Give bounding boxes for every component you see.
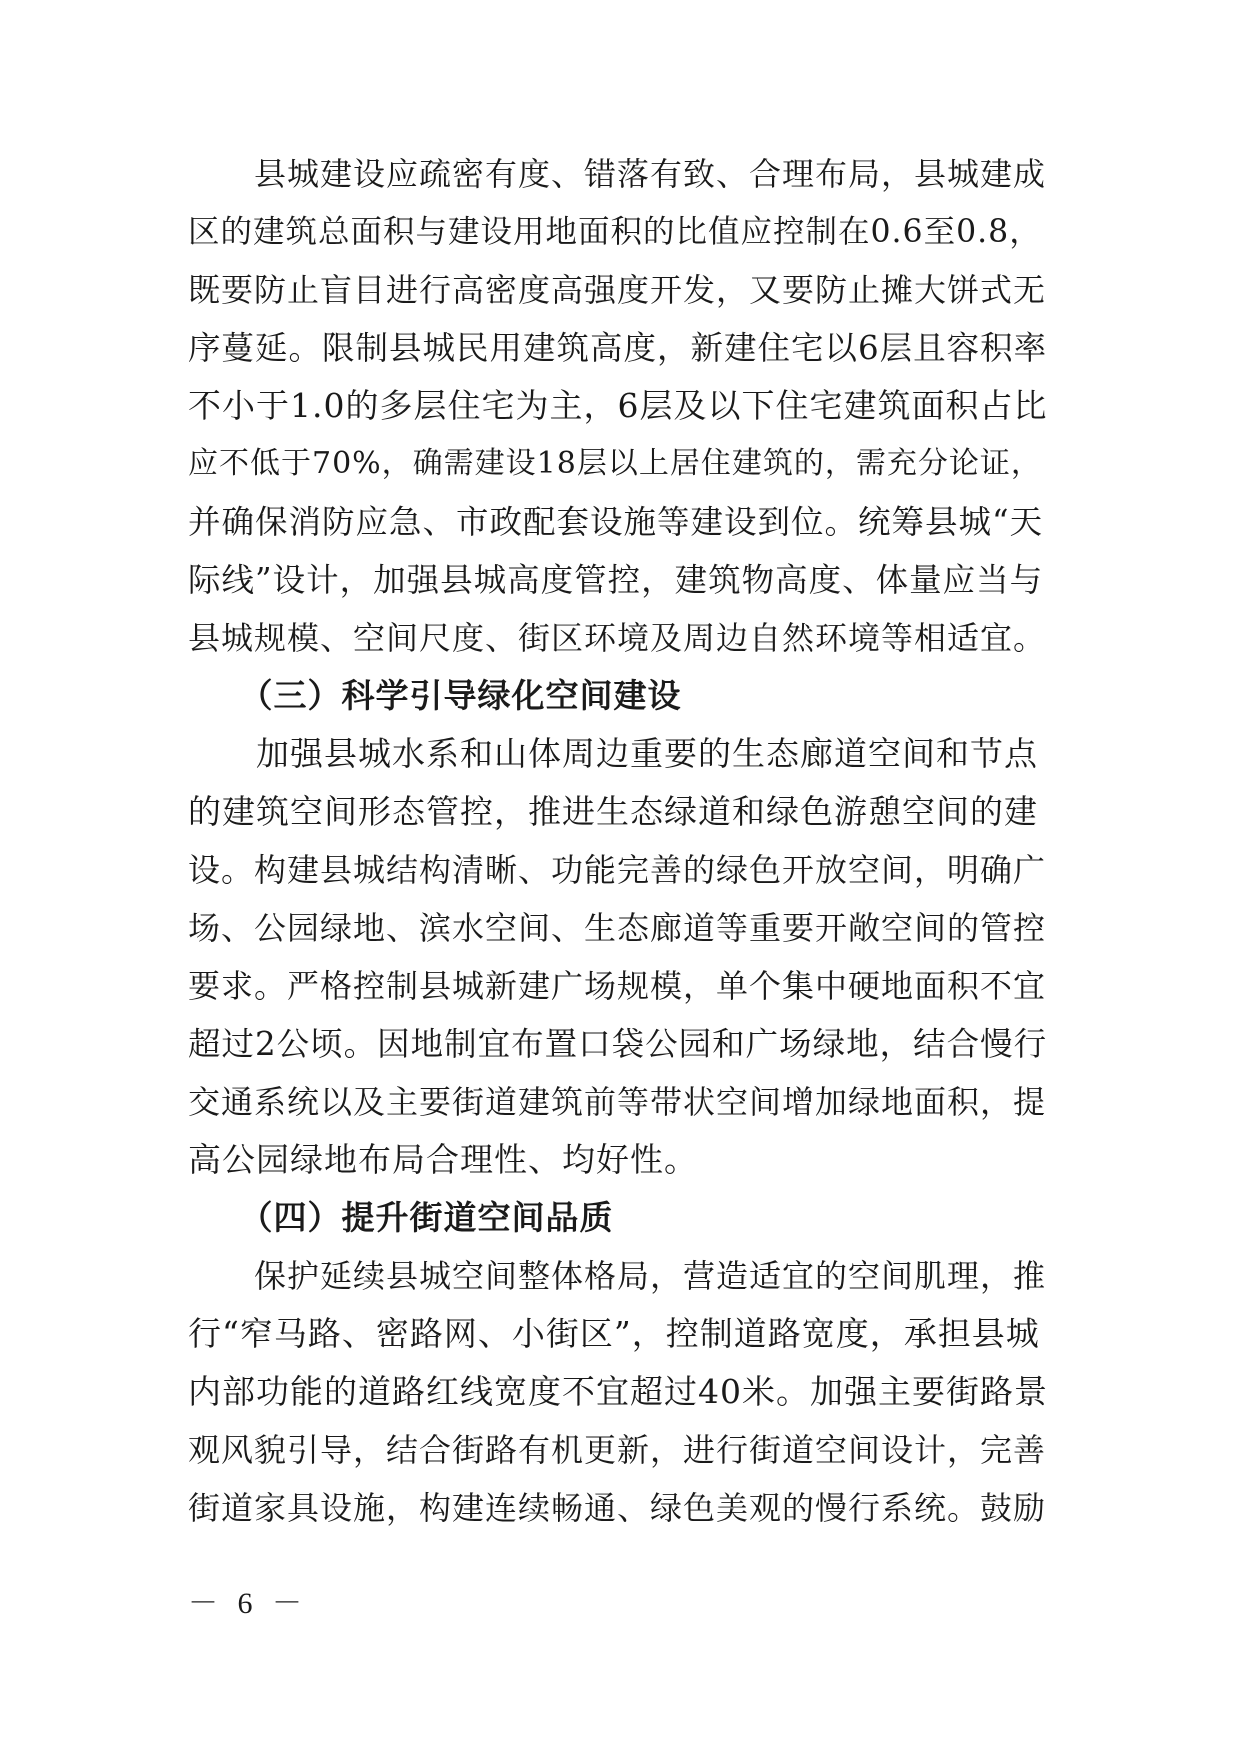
paragraph-line: 超过2公顷。因地制宜布置口袋公园和广场绿地，结合慢行 (188, 1025, 1048, 1063)
paragraph-line: 序蔓延。限制县城民用建筑高度，新建住宅以6层且容积率 (188, 329, 1048, 367)
paragraph-line: 设。构建县城结构清晰、功能完善的绿色开放空间，明确广 (188, 851, 1047, 889)
paragraph-line: 既要防止盲目进行高密度高强度开发，又要防止摊大饼式无 (188, 271, 1047, 309)
paragraph-line: 的建筑空间形态管控，推进生态绿道和绿色游憩空间的建 (188, 792, 1038, 831)
paragraph-line: 保护延续县城空间整体格局，营造适宜的空间肌理，推 (188, 1257, 1047, 1295)
paragraph-line: 县城建设应疏密有度、错落有致、合理布局，县城建成 (188, 155, 1047, 193)
page-number: － 6 － (188, 1587, 308, 1620)
paragraph-line: 交通系统以及主要街道建筑前等带状空间增加绿地面积，提 (188, 1083, 1047, 1121)
paragraph-line: 并确保消防应急、市政配套设施等建设到位。统筹县城“天 (188, 503, 1044, 541)
paragraph-line: 应不低于70%，确需建设18层以上居住建筑的，需充分论证， (188, 446, 1042, 481)
paragraph-line: 街道家具设施，构建连续畅通、绿色美观的慢行系统。鼓励 (188, 1489, 1047, 1527)
paragraph-line: 观风貌引导，结合街路有机更新，进行街道空间设计，完善 (188, 1431, 1047, 1469)
paragraph-line: 县城规模、空间尺度、街区环境及周边自然环境等相适宜。 (188, 619, 1047, 657)
paragraph-line: 区的建筑总面积与建设用地面积的比值应控制在0.6至0.8， (188, 214, 1042, 250)
paragraph-line: 高公园绿地布局合理性、均好性。 (188, 1140, 698, 1179)
paragraph-line: 加强县城水系和山体周边重要的生态廊道空间和节点 (188, 734, 1038, 773)
paragraph-line: 不小于1.0的多层住宅为主，6层及以下住宅建筑面积占比 (188, 386, 1048, 425)
paragraph-line: 行“窄马路、密路网、小街区”，控制道路宽度，承担县城 (188, 1314, 1040, 1353)
section-heading: （三）科学引导绿化空间建设 (188, 676, 682, 715)
paragraph-line: 际线”设计，加强县城高度管控，建筑物高度、体量应当与 (188, 561, 1044, 599)
section-heading: （四）提升街道空间品质 (188, 1198, 614, 1237)
paragraph-line: 场、公园绿地、滨水空间、生态廊道等重要开敞空间的管控 (188, 909, 1047, 947)
paragraph-line: 内部功能的道路红线宽度不宜超过40米。加强主要街路景 (188, 1372, 1048, 1411)
paragraph-line: 要求。严格控制县城新建广场规模，单个集中硬地面积不宜 (188, 967, 1047, 1005)
